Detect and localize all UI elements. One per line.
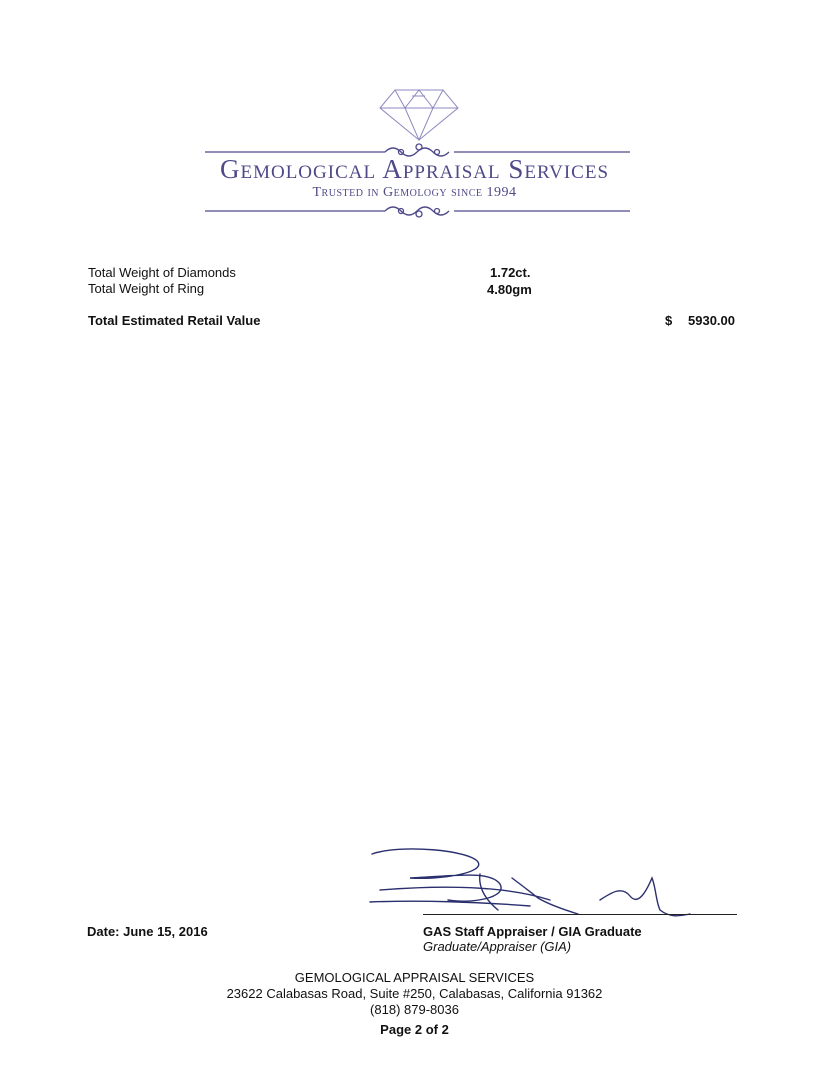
footer-phone: (818) 879-8036 <box>370 1002 459 1017</box>
ring-weight-value: 4.80gm <box>487 282 532 297</box>
company-logo-name: Gemological Appraisal Services <box>219 154 610 184</box>
diamond-icon <box>380 90 458 140</box>
logo-graphic <box>0 0 829 240</box>
footer-company: GEMOLOGICAL APPRAISAL SERVICES <box>294 970 535 985</box>
diamond-weight-label: Total Weight of Diamonds <box>88 265 236 280</box>
appraisal-date: Date: June 15, 2016 <box>87 924 208 939</box>
footer-address: 23622 Calabasas Road, Suite #250, Calabasas, California 91362 <box>226 986 603 1001</box>
currency-symbol: $ <box>665 313 673 328</box>
signature-line <box>423 914 737 915</box>
signature-image <box>360 840 700 925</box>
company-tagline: Trusted in Gemology since 1994 <box>312 185 517 200</box>
bottom-ornament-rule <box>205 207 630 217</box>
retail-value-amount: 5930.00 <box>688 313 735 328</box>
diamond-weight-value: 1.72ct. <box>490 265 531 280</box>
page-number: Page 2 of 2 <box>380 1022 449 1037</box>
retail-value-label: Total Estimated Retail Value <box>88 313 261 328</box>
signer-subtitle: Graduate/Appraiser (GIA) <box>423 939 572 954</box>
ring-weight-label: Total Weight of Ring <box>88 281 205 296</box>
signer-title: GAS Staff Appraiser / GIA Graduate <box>423 924 642 939</box>
